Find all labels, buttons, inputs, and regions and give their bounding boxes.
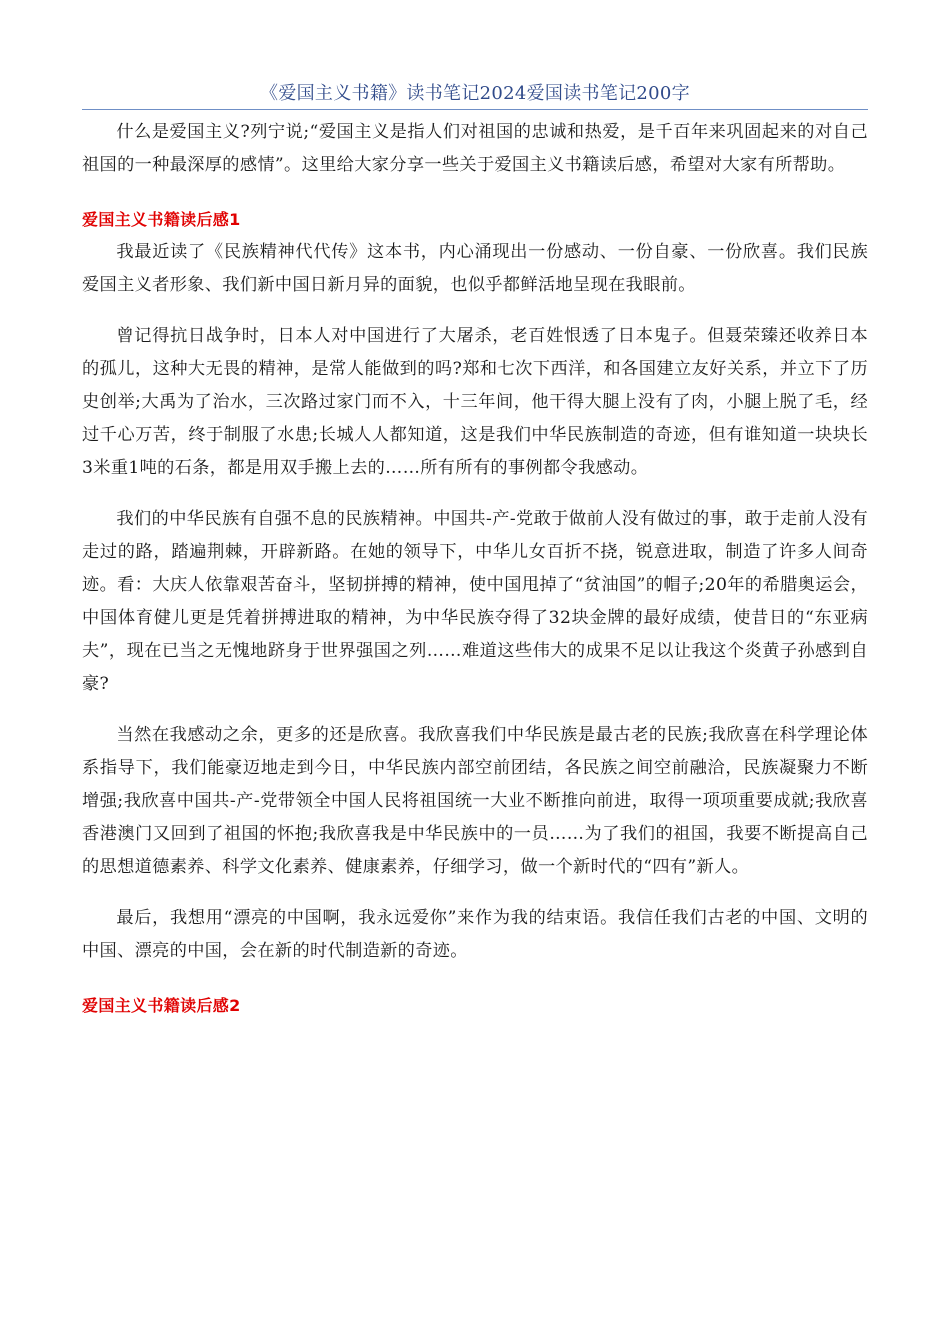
section-1-paragraph-5: 最后，我想用“漂亮的中国啊，我永远爱你”来作为我的结束语。我信任我们古老的中国、文明的中国、漂亮的中国，会在新的时代制造新的奇迹。 xyxy=(82,908,868,961)
section-heading-1: 爱国主义书籍读后感1 xyxy=(82,210,241,229)
section-1-paragraph-2: 曾记得抗日战争时，日本人对中国进行了大屠杀，老百姓恨透了日本鬼子。但聂荣臻还收养日本的孤儿，这种大无畏的精神，是常人能做到的吗?郑和七次下西洋，和各国建立友好关系，并立下了历史创举;大禹为了治水，三次路过家门而不入，十三年间，他干得大腿上没有了肉，小腿上脱了毛，经过千心万苦，终于制服了水患;长城人人都知道，这是我们中华民族制造的奇迹，但有谁知道一块块长3米重1吨的石条，都是用双手搬上去的……所有所有的事例都令我感动。 xyxy=(82,326,868,478)
header-divider xyxy=(82,109,868,110)
section-1-paragraph-1: 我最近读了《民族精神代代传》这本书，内心涌现出一份感动、一份自豪、一份欣喜。我们民族爱国主义者形象、我们新中国日新月异的面貌，也似乎都鲜活地呈现在我眼前。 xyxy=(82,242,868,295)
section-1-paragraph-3: 我们的中华民族有自强不息的民族精神。中国共-产-党敢于做前人没有做过的事，敢于走前人没有走过的路，踏遍荆棘，开辟新路。在她的领导下，中华儿女百折不挠，锐意进取，制造了许多人间奇迹。看：大庆人依靠艰苦奋斗，坚韧拼搏的精神，使中国甩掉了“贫油国”的帽子;20年的希腊奥运会，中国体育健儿更是凭着拼搏进取的精神，为中华民族夺得了32块金牌的最好成绩，使昔日的“东亚病夫”，现在已当之无愧地跻身于世界强国之列……难道这些伟大的成果不足以让我这个炎黄子孙感到自豪? xyxy=(82,509,868,694)
intro-paragraph: 什么是爱国主义?列宁说;“爱国主义是指人们对祖国的忠诚和热爱，是千百年来巩固起来的对自己祖国的一种最深厚的感情”。这里给大家分享一些关于爱国主义书籍读后感，希望对大家有所帮助。 xyxy=(82,122,868,175)
document-body xyxy=(82,116,868,1022)
section-1-paragraph-4: 当然在我感动之余，更多的还是欣喜。我欣喜我们中华民族是最古老的民族;我欣喜在科学理论体系指导下，我们能豪迈地走到今日，中华民族内部空前团结，各民族之间空前融洽，民族凝聚力不断增强;我欣喜中国共-产-党带领全中国人民将祖国统一大业不断推向前进，取得一项项重要成就;我欣喜香港澳门又回到了祖国的怀抱;我欣喜我是中华民族中的一员……为了我们的祖国，我要不断提高自己的思想道德素养、科学文化素养、健康素养，仔细学习，做一个新时代的“四有”新人。 xyxy=(82,725,868,877)
page-header-title: 《爱国主义书籍》读书笔记2024爱国读书笔记200字 xyxy=(260,83,690,104)
section-heading-2: 爱国主义书籍读后感2 xyxy=(82,996,241,1015)
